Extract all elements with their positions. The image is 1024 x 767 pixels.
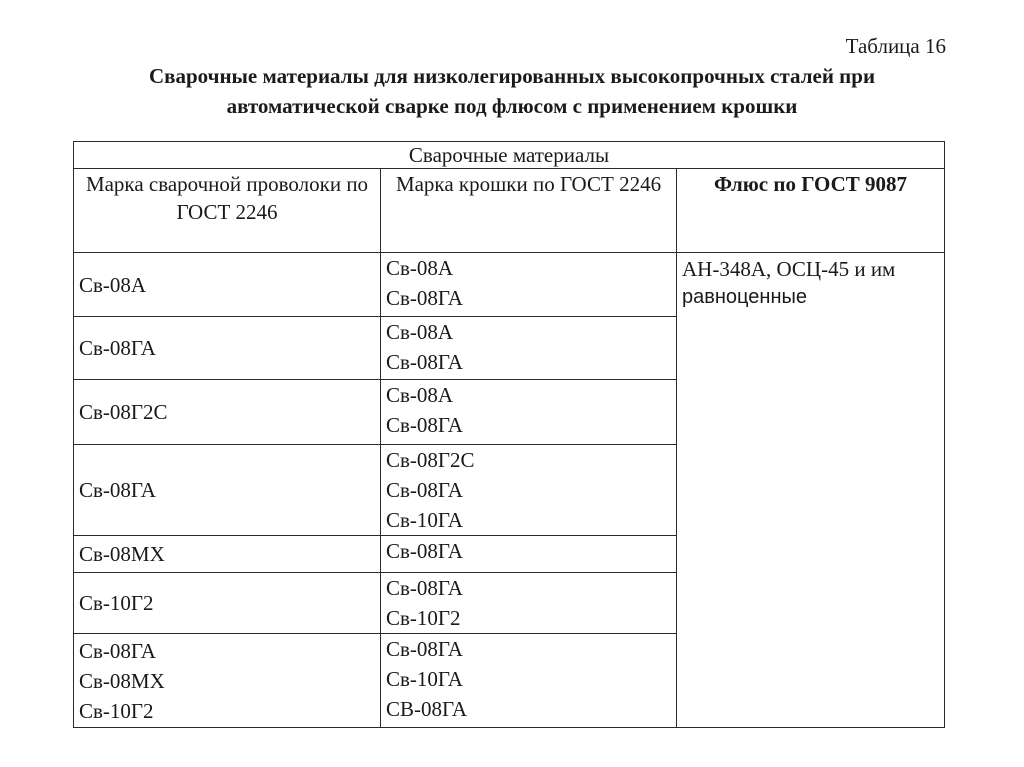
table-row: [74, 253, 945, 317]
chips-grade: СВ-08ГА: [386, 697, 468, 721]
column-header-wire: Марка сварочной проволоки по ГОСТ 2246: [74, 169, 381, 253]
group-header-row: [74, 142, 945, 169]
column-header-flux: Флюс по ГОСТ 9087: [677, 169, 945, 253]
wire-grade: Св-08ГА: [79, 478, 156, 502]
column-header-row: [74, 169, 945, 253]
wire-cell: [74, 317, 381, 380]
chips-grade: Св-08ГА: [386, 286, 463, 310]
wire-grade: Св-08Г2С: [79, 400, 168, 424]
column-header-chips: Марка крошки по ГОСТ 2246: [381, 169, 677, 253]
chips-grade: Св-08А: [386, 256, 454, 280]
wire-grade: Св-08МХ: [79, 542, 165, 566]
wire-cell: [74, 634, 381, 728]
chips-cell: [381, 380, 677, 445]
chips-grade: Св-08ГА: [386, 576, 463, 600]
wire-grade: Св-10Г2: [79, 698, 154, 723]
chips-cell: [381, 317, 677, 380]
chips-grade: Св-08А: [386, 383, 454, 407]
chips-grade: Св-08ГА: [386, 413, 463, 437]
flux-value-line-1: АН-348А, ОСЦ-45 и им: [682, 257, 896, 281]
title-line-2: автоматической сварке под флюсом с применением крошки: [226, 94, 798, 118]
title-line-1: Сварочные материалы для низколегированных высокопрочных сталей при: [148, 64, 876, 88]
wire-grade: Св-10Г2: [79, 591, 154, 615]
wire-cell: [74, 380, 381, 445]
table-title: [60, 61, 964, 121]
chips-cell: [381, 253, 677, 317]
chips-grade: Св-08А: [386, 320, 454, 344]
chips-grade: Св-10Г2: [386, 606, 461, 630]
flux-cell: [677, 253, 945, 728]
chips-cell: [381, 573, 677, 634]
chips-cell: [381, 634, 677, 728]
chips-grade: Св-08ГА: [386, 637, 463, 661]
flux-value-line-2: равноценные: [682, 286, 807, 308]
wire-cell: [74, 573, 381, 634]
wire-grade: Св-08ГА: [79, 336, 156, 360]
wire-cell: [74, 536, 381, 573]
wire-grade: Св-08МХ: [79, 668, 165, 693]
chips-grade: Св-08ГА: [386, 350, 463, 374]
wire-grade: Св-08ГА: [79, 638, 156, 663]
chips-grade: Св-10ГА: [386, 508, 463, 532]
wire-cell: [74, 253, 381, 317]
welding-materials-table: [73, 141, 945, 728]
wire-grade: Св-08А: [79, 272, 147, 297]
chips-cell: [381, 536, 677, 573]
chips-grade: Св-08ГА: [386, 478, 463, 502]
chips-grade: Св-08Г2С: [386, 448, 475, 472]
group-header: Сварочные материалы: [74, 142, 945, 169]
wire-cell: [74, 445, 381, 536]
chips-cell: [381, 445, 677, 536]
chips-grade: Св-08ГА: [386, 539, 463, 563]
chips-grade: Св-10ГА: [386, 667, 463, 691]
table-number: Таблица 16: [845, 34, 946, 58]
